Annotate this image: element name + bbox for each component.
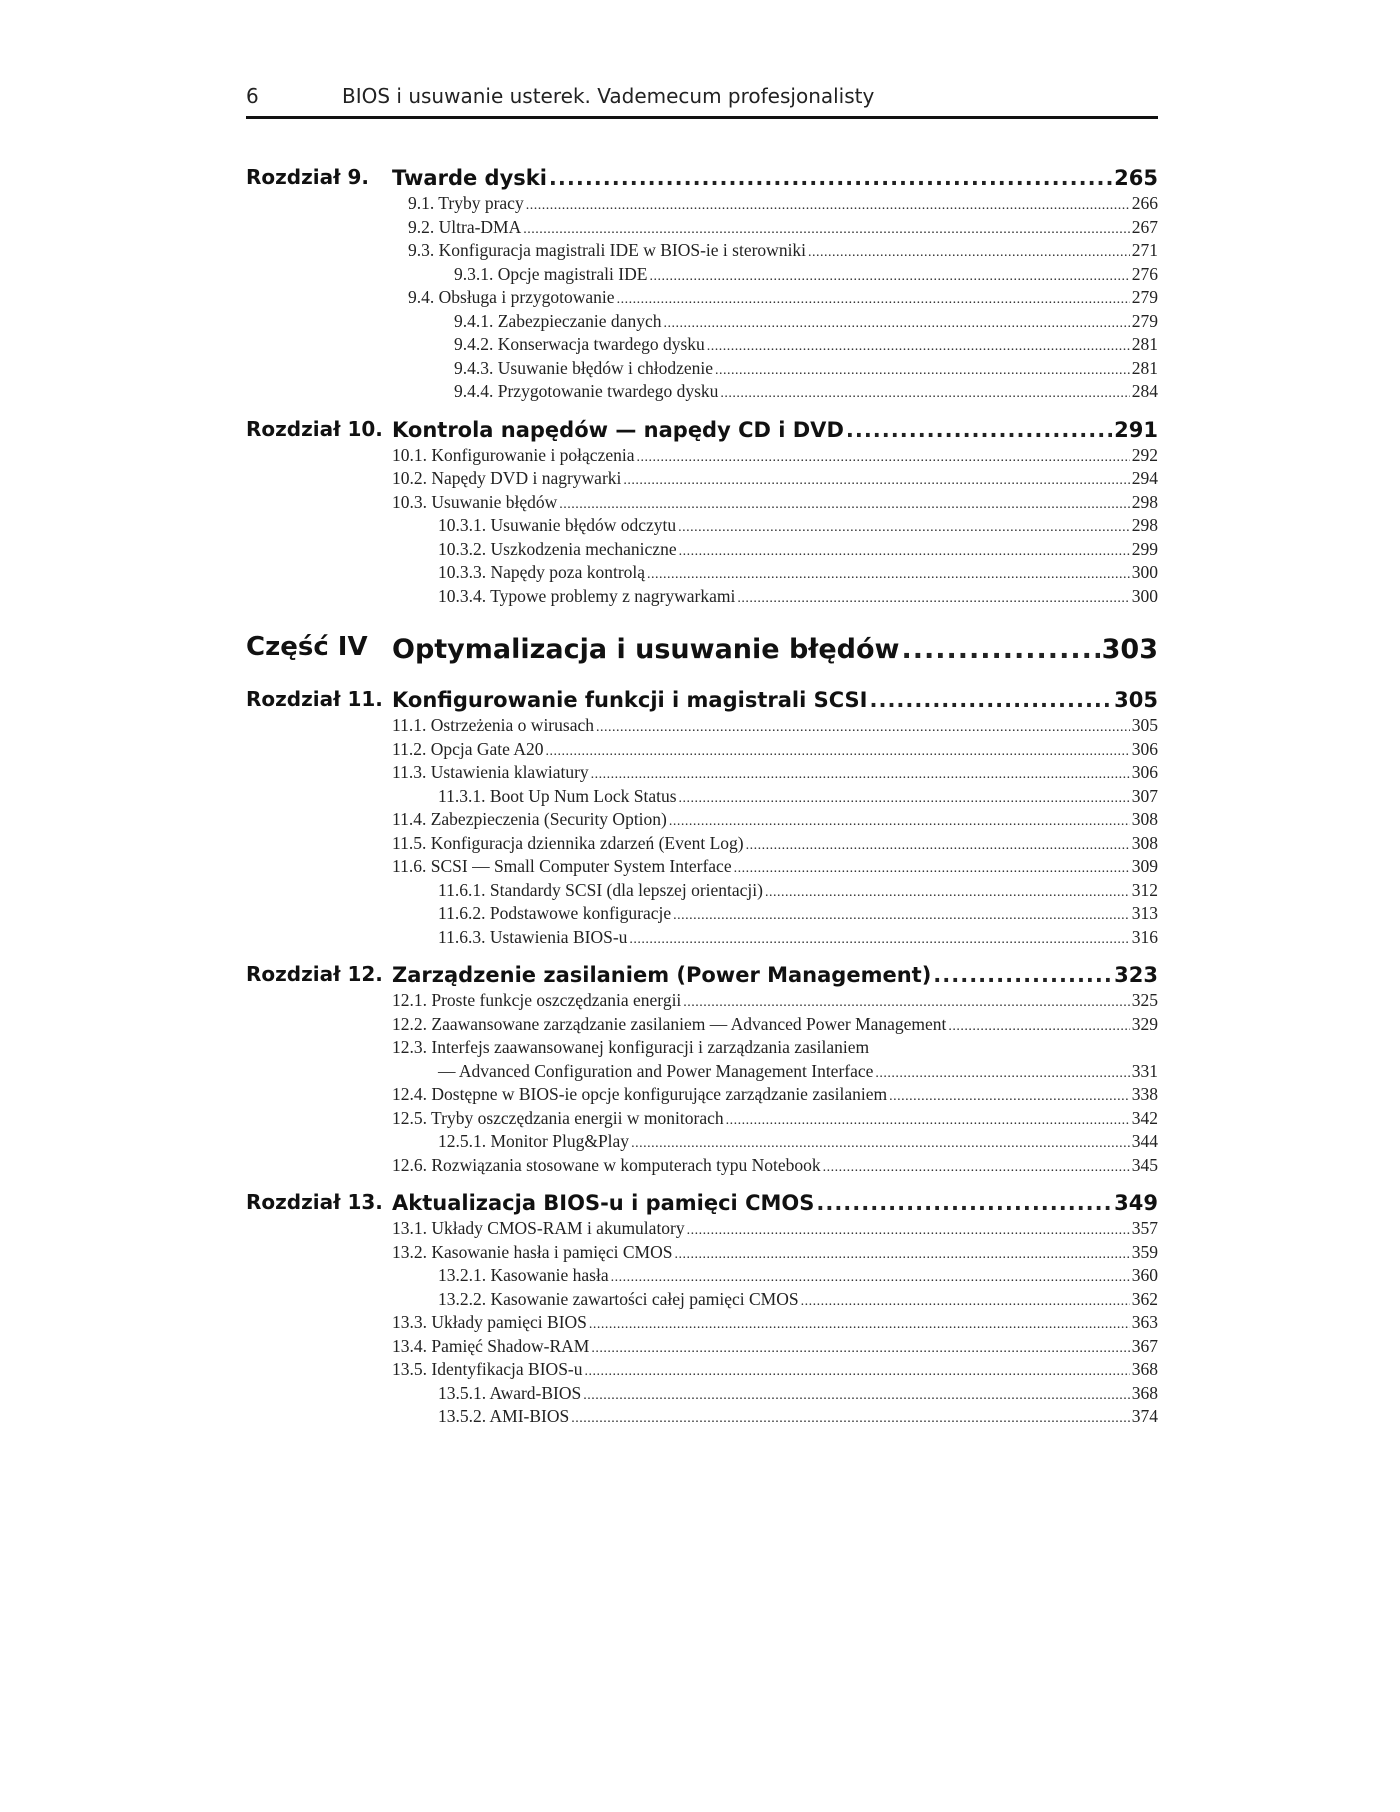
- entry-title: 10.3.1. Usuwanie błędów odczytu: [438, 515, 677, 535]
- header-divider: [246, 116, 1158, 119]
- dot-leader: [559, 491, 1129, 517]
- chapter-block: [246, 686, 1158, 949]
- subsection-entry[interactable]: [438, 514, 1158, 538]
- entry-page-number: 325: [1131, 990, 1158, 1010]
- section-entry[interactable]: [392, 761, 1158, 785]
- subsection-entry[interactable]: [438, 879, 1158, 903]
- part-title-row[interactable]: [392, 632, 1158, 668]
- chapter-label: Rozdział 12.: [246, 962, 383, 986]
- chapter-label: Rozdział 9.: [246, 165, 369, 189]
- chapter-title-row[interactable]: [392, 416, 1158, 444]
- section-entry[interactable]: [392, 491, 1158, 515]
- entry-title: 11.6.2. Podstawowe konfiguracje: [438, 903, 672, 923]
- dot-leader: [808, 239, 1130, 265]
- chapter-title: Twarde dyski: [392, 166, 547, 190]
- entry-title: 11.3.1. Boot Up Num Lock Status: [438, 785, 677, 806]
- dot-leader: [816, 1189, 1112, 1217]
- entry-title: 13.5. Identyfikacja BIOS-u: [392, 1359, 583, 1379]
- entry-page-number: 368: [1131, 1359, 1158, 1379]
- entry-title: 10.3.4. Typowe problemy z nagrywarkami: [438, 585, 736, 606]
- chapter-label: Rozdział 11.: [246, 687, 383, 711]
- subsection-entry[interactable]: [454, 380, 1158, 404]
- chapter-label: Rozdział 10.: [246, 416, 383, 441]
- entry-page-number: 276: [1131, 263, 1158, 284]
- entry-title: 13.2.2. Kasowanie zawartości całej pamięci CMOS: [438, 1288, 799, 1309]
- entry-page-number: 345: [1131, 1154, 1158, 1175]
- entry-title: 9.4. Obsługa i przygotowanie: [408, 287, 615, 307]
- section-entry[interactable]: [392, 1335, 1158, 1359]
- entry-title: 9.4.3. Usuwanie błędów i chłodzenie: [454, 357, 714, 378]
- entry-page-number: 279: [1131, 287, 1158, 307]
- entry-page-number: 279: [1131, 310, 1158, 331]
- chapter-block: [246, 164, 1158, 404]
- entry-title: 11.5. Konfiguracja dziennika zdarzeń (Event Log): [392, 832, 744, 853]
- dot-leader: [663, 310, 1129, 336]
- dot-leader: [647, 561, 1130, 587]
- section-entry[interactable]: [392, 467, 1158, 491]
- section-entry[interactable]: [438, 1060, 1158, 1084]
- dot-leader: [545, 738, 1129, 764]
- chapter-page-number: 291: [1114, 417, 1158, 442]
- dot-leader: [589, 1311, 1130, 1337]
- chapter-block: [246, 1189, 1158, 1429]
- entry-title: 12.4. Dostępne w BIOS-ie opcje konfigurujące zarządzanie zasilaniem: [392, 1084, 888, 1104]
- subsection-entry[interactable]: [438, 902, 1158, 926]
- dot-leader: [629, 926, 1129, 952]
- entry-page-number: 266: [1131, 193, 1158, 213]
- subsection-entry[interactable]: [454, 333, 1158, 357]
- entry-page-number: 299: [1131, 538, 1158, 559]
- section-entry[interactable]: [392, 1083, 1158, 1107]
- entry-title: 10.1. Konfigurowanie i połączenia: [392, 444, 635, 465]
- chapter-label: Rozdział 13.: [246, 1190, 383, 1214]
- dot-leader: [611, 1264, 1130, 1290]
- entry-title: 9.4.4. Przygotowanie twardego dysku: [454, 381, 719, 401]
- section-entry[interactable]: [392, 832, 1158, 856]
- section-entry[interactable]: [408, 192, 1158, 216]
- dot-leader: [869, 686, 1112, 714]
- entry-page-number: 308: [1131, 832, 1158, 853]
- chapter-page-number: 305: [1114, 688, 1158, 712]
- section-entry[interactable]: [392, 1311, 1158, 1335]
- section-entry[interactable]: [392, 714, 1158, 738]
- dot-leader: [679, 538, 1130, 564]
- chapter-title-row[interactable]: [392, 1189, 1158, 1217]
- entry-title: 9.2. Ultra-DMA: [408, 216, 522, 237]
- entry-page-number: 359: [1131, 1241, 1158, 1262]
- dot-leader: [765, 879, 1130, 905]
- entry-page-number: 281: [1131, 334, 1158, 354]
- page-number: 6: [246, 84, 259, 108]
- entry-title: 13.1. Układy CMOS-RAM i akumulatory: [392, 1218, 685, 1238]
- dot-leader: [526, 192, 1130, 218]
- entry-title: 9.4.1. Zabezpieczanie danych: [454, 310, 662, 331]
- entry-title: 10.3.2. Uszkodzenia mechaniczne: [438, 538, 677, 559]
- entry-title: 13.3. Układy pamięci BIOS: [392, 1312, 587, 1332]
- section-entry[interactable]: [408, 216, 1158, 240]
- subsection-entry[interactable]: [438, 1130, 1158, 1154]
- entry-title: 11.2. Opcja Gate A20: [392, 738, 544, 759]
- dot-leader: [734, 855, 1130, 881]
- entry-title: 12.5. Tryby oszczędzania energii w monitorach: [392, 1107, 724, 1128]
- chapter-page-number: 303: [1101, 634, 1158, 665]
- chapter-title-row[interactable]: [392, 164, 1158, 192]
- book-title: BIOS i usuwanie usterek. Vademecum profesjonalisty: [342, 84, 875, 108]
- entry-title: 12.1. Proste funkcje oszczędzania energii: [392, 990, 682, 1010]
- entry-page-number: 316: [1131, 926, 1158, 947]
- dot-leader: [846, 416, 1112, 444]
- entry-page-number: 329: [1131, 1013, 1158, 1034]
- entry-page-number: 298: [1131, 515, 1158, 535]
- dot-leader: [549, 164, 1112, 192]
- dot-leader: [933, 961, 1112, 989]
- entry-page-number: 331: [1131, 1060, 1158, 1081]
- entry-page-number: 312: [1131, 879, 1158, 900]
- entry-title: 9.1. Tryby pracy: [408, 193, 524, 213]
- entry-title: 9.3. Konfiguracja magistrali IDE w BIOS-ie i sterowniki: [408, 240, 807, 260]
- dot-leader: [683, 989, 1129, 1015]
- dot-leader: [679, 785, 1130, 811]
- entry-page-number: 267: [1131, 216, 1158, 237]
- dot-leader: [715, 357, 1130, 383]
- subsection-entry[interactable]: [438, 538, 1158, 562]
- dot-leader: [687, 1217, 1130, 1243]
- entry-page-number: 357: [1131, 1218, 1158, 1238]
- table-of-contents: [246, 164, 1158, 1441]
- dot-leader: [678, 514, 1130, 540]
- dot-leader: [649, 263, 1129, 289]
- subsection-entry[interactable]: [438, 1382, 1158, 1406]
- part-block: [246, 632, 1158, 668]
- dot-leader: [737, 585, 1129, 611]
- dot-leader: [596, 714, 1130, 740]
- section-entry[interactable]: [392, 1358, 1158, 1382]
- subsection-entry[interactable]: [438, 1405, 1158, 1429]
- dot-leader: [823, 1154, 1130, 1180]
- section-entry[interactable]: [392, 1217, 1158, 1241]
- entry-title: 13.2.1. Kasowanie hasła: [438, 1265, 609, 1285]
- entry-title: 12.6. Rozwiązania stosowane w komputerach typu Notebook: [392, 1154, 821, 1175]
- subsection-entry[interactable]: [438, 785, 1158, 809]
- entry-page-number: 294: [1131, 468, 1158, 488]
- section-entry[interactable]: [392, 855, 1158, 879]
- section-entry[interactable]: [392, 1013, 1158, 1037]
- entry-page-number: 281: [1131, 357, 1158, 378]
- entry-page-number: 308: [1131, 809, 1158, 829]
- section-entry[interactable]: [392, 1241, 1158, 1265]
- dot-leader: [901, 632, 1099, 668]
- entry-page-number: 342: [1131, 1107, 1158, 1128]
- entry-page-number: 307: [1131, 785, 1158, 806]
- dot-leader: [720, 380, 1129, 406]
- chapter-title: Zarządzenie zasilaniem (Power Management): [392, 963, 932, 987]
- entry-title: 9.3.1. Opcje magistrali IDE: [454, 263, 648, 284]
- subsection-entry[interactable]: [438, 926, 1158, 950]
- entry-title: 13.4. Pamięć Shadow-RAM: [392, 1335, 590, 1356]
- chapter-block: [246, 416, 1158, 609]
- entry-page-number: 313: [1131, 903, 1158, 923]
- dot-leader: [585, 1358, 1130, 1384]
- part-label: Część IV: [246, 632, 368, 662]
- chapter-page-number: 265: [1114, 166, 1158, 190]
- section-entry[interactable]: [392, 738, 1158, 762]
- dot-leader: [591, 1335, 1129, 1361]
- dot-leader: [523, 216, 1130, 242]
- entry-page-number: 305: [1131, 715, 1158, 735]
- subsection-entry[interactable]: [438, 1288, 1158, 1312]
- section-entry[interactable]: [408, 239, 1158, 263]
- entry-title: 9.4.2. Konserwacja twardego dysku: [454, 334, 705, 354]
- entry-page-number: 300: [1131, 562, 1158, 582]
- dot-leader: [631, 1130, 1130, 1156]
- entry-page-number: 306: [1131, 738, 1158, 759]
- dot-leader: [674, 1241, 1129, 1267]
- chapter-title: Aktualizacja BIOS-u i pamięci CMOS: [392, 1191, 815, 1215]
- dot-leader: [875, 1060, 1129, 1086]
- dot-leader: [726, 1107, 1130, 1133]
- section-entry[interactable]: [392, 1107, 1158, 1131]
- entry-page-number: 284: [1131, 381, 1158, 401]
- entry-title: 12.5.1. Monitor Plug&Play: [438, 1131, 630, 1151]
- entry-page-number: 374: [1131, 1406, 1158, 1426]
- section-entry[interactable]: [392, 444, 1158, 468]
- section-entry[interactable]: [392, 989, 1158, 1013]
- entry-page-number: 306: [1131, 762, 1158, 782]
- entry-page-number: 292: [1131, 444, 1158, 465]
- entry-page-number: 362: [1131, 1288, 1158, 1309]
- entry-title: 10.2. Napędy DVD i nagrywarki: [392, 468, 622, 488]
- chapter-block: [246, 961, 1158, 1177]
- subsection-entry[interactable]: [438, 1264, 1158, 1288]
- chapter-title: Konfigurowanie funkcji i magistrali SCSI: [392, 688, 868, 712]
- entry-title: 11.6.3. Ustawienia BIOS-u: [438, 926, 628, 947]
- entry-page-number: 300: [1131, 585, 1158, 606]
- subsection-entry[interactable]: [454, 263, 1158, 287]
- chapter-title-row[interactable]: [392, 961, 1158, 989]
- entry-title: 11.4. Zabezpieczenia (Security Option): [392, 809, 667, 829]
- entry-page-number: 309: [1131, 856, 1158, 876]
- entry-title: 10.3. Usuwanie błędów: [392, 491, 558, 512]
- subsection-entry[interactable]: [454, 357, 1158, 381]
- section-entry[interactable]: [392, 1154, 1158, 1178]
- subsection-entry[interactable]: [438, 561, 1158, 585]
- dot-leader: [707, 333, 1130, 359]
- entry-page-number: 363: [1131, 1312, 1158, 1332]
- entry-title: 11.6. SCSI — Small Computer System Interface: [392, 856, 732, 876]
- dot-leader: [746, 832, 1130, 858]
- entry-page-number: 338: [1131, 1084, 1158, 1104]
- chapter-page-number: 323: [1114, 963, 1158, 987]
- subsection-entry[interactable]: [454, 310, 1158, 334]
- subsection-entry[interactable]: [438, 585, 1158, 609]
- dot-leader: [801, 1288, 1130, 1314]
- entry-title: 11.6.1. Standardy SCSI (dla lepszej orientacji): [438, 879, 763, 900]
- entry-title: 12.3. Interfejs zaawansowanej konfiguracji i zarządzania zasilaniem: [392, 1037, 870, 1057]
- entry-title: 13.5.2. AMI-BIOS: [438, 1406, 570, 1426]
- section-entry[interactable]: [408, 286, 1158, 310]
- dot-leader: [617, 286, 1130, 312]
- chapter-title: Optymalizacja i usuwanie błędów: [392, 634, 900, 665]
- dot-leader: [637, 444, 1130, 470]
- entry-page-number: 368: [1131, 1382, 1158, 1403]
- entry-title: — Advanced Configuration and Power Management Interface: [438, 1060, 874, 1081]
- section-entry[interactable]: [392, 808, 1158, 832]
- entry-title: 13.5.1. Award-BIOS: [438, 1382, 582, 1403]
- entry-title: 11.1. Ostrzeżenia o wirusach: [392, 715, 594, 735]
- dot-leader: [669, 808, 1130, 834]
- dot-leader: [623, 467, 1129, 493]
- dot-leader: [591, 761, 1130, 787]
- entry-page-number: 298: [1131, 491, 1158, 512]
- entry-title: 12.2. Zaawansowane zarządzanie zasilaniem — Advanced Power Management: [392, 1013, 947, 1034]
- chapter-page-number: 349: [1114, 1191, 1158, 1215]
- dot-leader: [889, 1083, 1130, 1109]
- chapter-title: Kontrola napędów — napędy CD i DVD: [392, 417, 844, 442]
- chapter-title-row[interactable]: [392, 686, 1158, 714]
- entry-page-number: 344: [1131, 1131, 1158, 1151]
- entry-page-number: 360: [1131, 1265, 1158, 1285]
- entry-title: 10.3.3. Napędy poza kontrolą: [438, 562, 646, 582]
- entry-title: 11.3. Ustawienia klawiatury: [392, 762, 589, 782]
- dot-leader: [673, 902, 1130, 928]
- dot-leader: [948, 1013, 1129, 1039]
- entry-title: 13.2. Kasowanie hasła i pamięci CMOS: [392, 1241, 673, 1262]
- dot-leader: [583, 1382, 1130, 1408]
- section-entry[interactable]: [392, 1036, 1158, 1060]
- dot-leader: [571, 1405, 1129, 1431]
- entry-page-number: 271: [1131, 240, 1158, 260]
- entry-page-number: 367: [1131, 1335, 1158, 1356]
